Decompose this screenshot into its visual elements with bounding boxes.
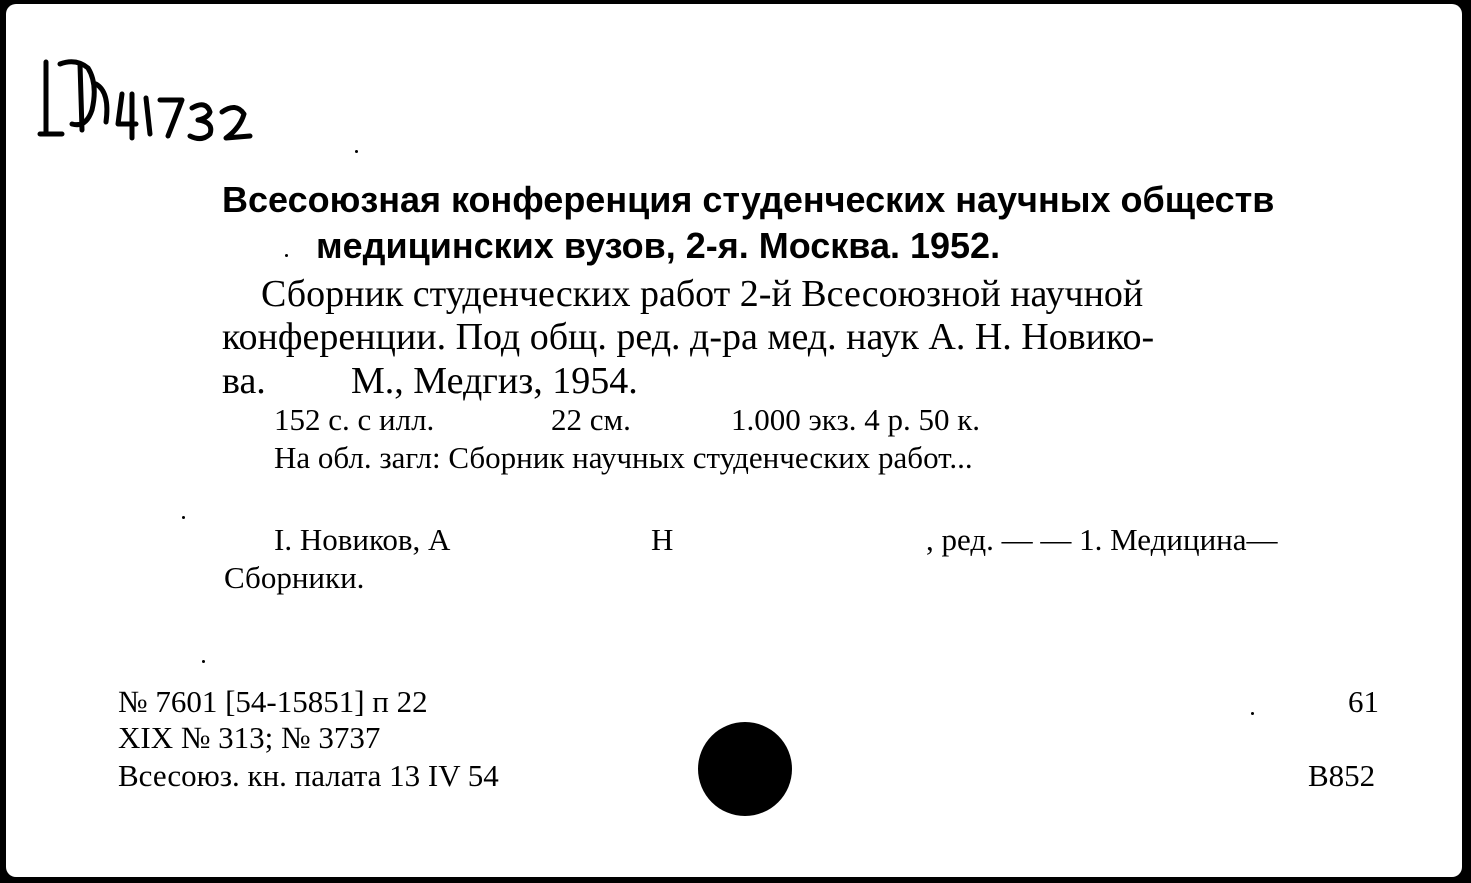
imprint: М., Медгиз, 1954. <box>351 360 638 402</box>
ink-speck <box>1251 712 1254 715</box>
heading-line-2: медицинских вузов, 2-я. Москва. 1952. <box>316 225 1001 266</box>
footer-record-number: № 7601 [54-15851] п 22 <box>118 684 428 719</box>
title-line-1: Сборник студенческих работ 2-й Всесоюзной научной <box>261 273 1144 315</box>
tracing-initial: Н <box>651 522 674 557</box>
collation-pages: 152 с. с илл. <box>274 402 435 437</box>
ink-speck <box>285 254 288 257</box>
footer-code: В852 <box>1308 758 1376 793</box>
title-line-3-start: ва. <box>222 360 266 402</box>
footer-class-number: 61 <box>1348 684 1379 719</box>
ink-speck <box>202 660 205 663</box>
tracing-subject-cont: Сборники. <box>224 560 365 595</box>
ink-speck <box>355 150 358 153</box>
cover-title-note: На обл. загл: Сборник научных студенческих работ... <box>274 440 973 475</box>
catalog-card <box>6 4 1462 877</box>
collation-copies-price: 1.000 экз. 4 р. 50 к. <box>731 402 981 437</box>
tracing-author: I. Новиков, А <box>274 522 451 557</box>
collation-size: 22 см. <box>551 402 631 437</box>
ink-speck <box>182 516 185 519</box>
footer-chamber: Всесоюз. кн. палата 13 IV 54 <box>118 758 499 793</box>
punch-hole <box>698 722 792 816</box>
title-line-2: конференции. Под общ. ред. д-ра мед. наук А. Н. Новико- <box>222 316 1155 358</box>
handwritten-call-number <box>36 54 276 144</box>
tracing-subject: , ред. — — 1. Медицина— <box>926 522 1278 557</box>
heading-line-1: Всесоюзная конференция студенческих научных обществ <box>222 179 1275 220</box>
footer-series: XIX № 313; № 3737 <box>118 720 381 755</box>
